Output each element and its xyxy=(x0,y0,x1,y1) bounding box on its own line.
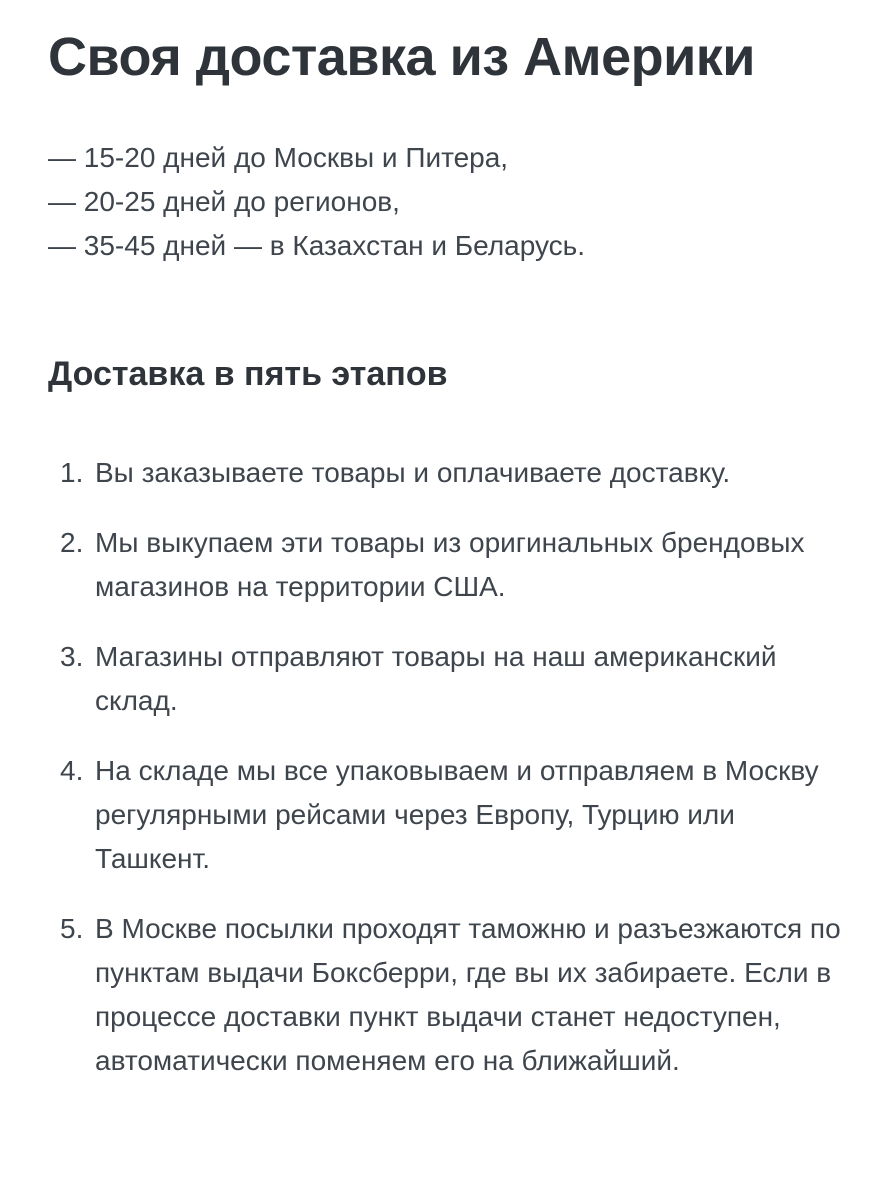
page-title: Своя доставка из Америки xyxy=(48,27,756,87)
list-item-text: На складе мы все упаковываем и отправляем в Москву регулярными рейсами через Европу, Турцию или Ташкент. xyxy=(95,754,819,874)
list-item-text: Мы выкупаем эти товары из оригинальных брендовых магазинов на территории США. xyxy=(95,526,805,602)
list-item xyxy=(48,635,846,723)
list-item-text: В Москве посылки проходят таможню и разъезжаются по пунктам выдачи Боксберри, где вы их забираете. Если в процессе доставки пункт выдачи станет недоступен, автоматически поменяем его на ближайший. xyxy=(95,912,841,1076)
list-item-number: 4. xyxy=(60,754,84,786)
section-title: Доставка в пять этапов xyxy=(48,355,448,394)
delivery-times-block xyxy=(48,136,846,268)
delivery-time-line: — 15-20 дней до Москвы и Питера, xyxy=(48,142,509,174)
delivery-time-line: — 35-45 дней — в Казахстан и Беларусь. xyxy=(48,230,586,262)
list-item xyxy=(48,451,846,495)
list-item-number: 5. xyxy=(60,912,84,944)
list-item-number: 2. xyxy=(60,526,84,558)
list-item-text: Вы заказываете товары и оплачиваете доставку. xyxy=(95,456,731,488)
list-item xyxy=(48,749,846,881)
list-item xyxy=(48,521,846,609)
delivery-time-line: — 20-25 дней до регионов, xyxy=(48,186,400,218)
list-item-text: Магазины отправляют товары на наш американский склад. xyxy=(95,640,777,716)
list-item-number: 1. xyxy=(60,456,84,488)
steps-list xyxy=(48,451,846,1083)
list-item xyxy=(48,907,846,1083)
list-item-number: 3. xyxy=(60,640,84,672)
